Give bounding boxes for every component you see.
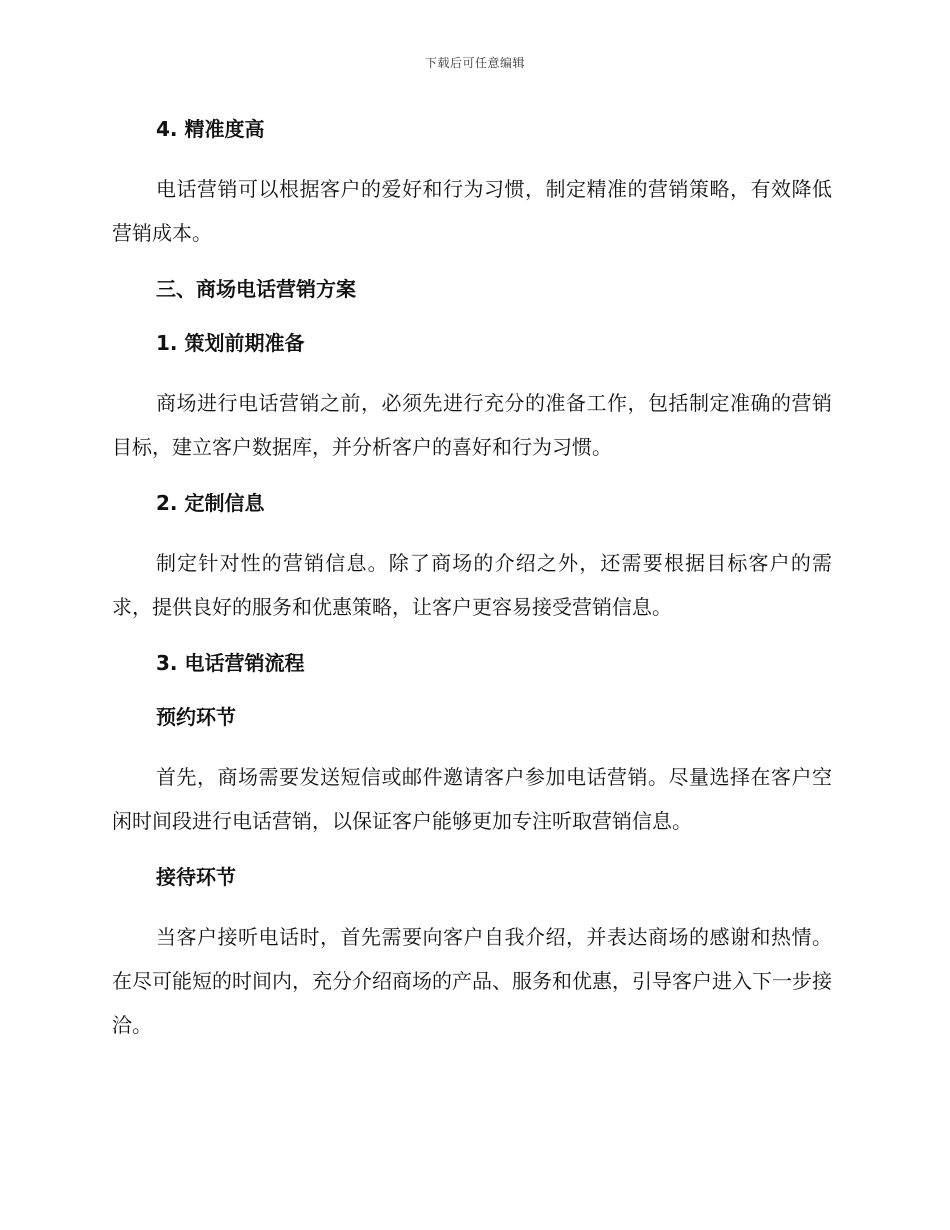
para-appointment: 首先，商场需要发送短信或邮件邀请客户参加电话营销。尽量选择在客户空闲时间段进行电话营销，以保证客户能够更加专注听取营销信息。 [112, 765, 832, 833]
header-note: 下载后可任意编辑 [424, 56, 525, 70]
heading-appointment: 预约环节 [156, 705, 236, 729]
heading-preparation: 1. 策划前期准备 [156, 331, 305, 355]
para-precision: 电话营销可以根据客户的爱好和行为习惯，制定精准的营销策略，有效降低营销成本。 [112, 177, 832, 245]
heading-section-three: 三、商场电话营销方案 [156, 277, 356, 301]
para-reception: 当客户接听电话时，首先需要向客户自我介绍，并表达商场的感谢和热情。在尽可能短的时间内，充分介绍商场的产品、服务和优惠，引导客户进入下一步接洽。 [112, 925, 832, 1037]
heading-custom-info: 2. 定制信息 [156, 491, 265, 515]
para-custom-info: 制定针对性的营销信息。除了商场的介绍之外，还需要根据目标客户的需求，提供良好的服务和优惠策略，让客户更容易接受营销信息。 [112, 551, 832, 619]
heading-process: 3. 电话营销流程 [156, 651, 305, 675]
heading-reception: 接待环节 [156, 865, 236, 889]
heading-precision: 4. 精准度高 [156, 117, 265, 141]
document-body [112, 113, 832, 1047]
para-preparation: 商场进行电话营销之前，必须先进行充分的准备工作，包括制定准确的营销目标，建立客户数据库，并分析客户的喜好和行为习惯。 [112, 391, 832, 459]
